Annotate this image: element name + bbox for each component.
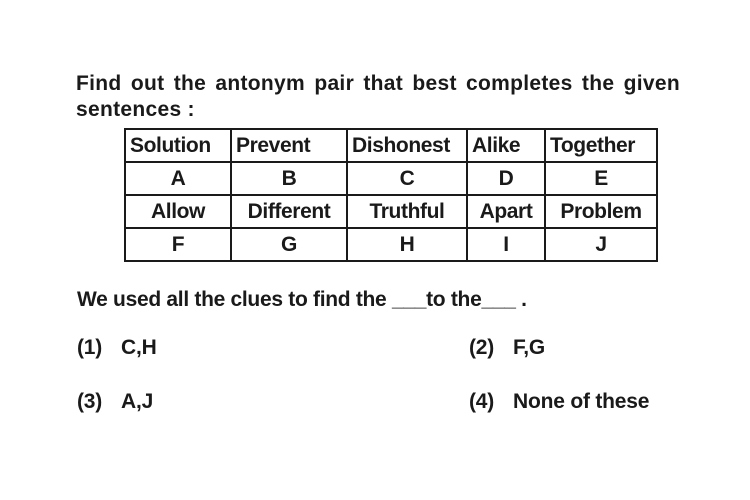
table-cell: C bbox=[347, 162, 467, 195]
table-cell: Allow bbox=[125, 195, 231, 228]
table-cell: B bbox=[231, 162, 347, 195]
table-cell: Problem bbox=[545, 195, 657, 228]
table-cell: H bbox=[347, 228, 467, 261]
question-text bbox=[76, 71, 680, 123]
table-row bbox=[125, 162, 657, 195]
table-row bbox=[125, 228, 657, 261]
table-row bbox=[125, 129, 657, 162]
option-number: (4) bbox=[469, 390, 495, 413]
table-cell: J bbox=[545, 228, 657, 261]
fill-in-sentence: We used all the clues to find the ___to the___ . bbox=[77, 288, 527, 311]
option-4[interactable] bbox=[469, 390, 649, 414]
question-line-1: Find out the antonym pair that best completes the given bbox=[76, 72, 680, 95]
table-row bbox=[125, 195, 657, 228]
table-cell: D bbox=[467, 162, 545, 195]
antonym-word-table bbox=[124, 128, 658, 262]
option-text: A,J bbox=[121, 390, 154, 413]
option-text: C,H bbox=[121, 336, 157, 359]
option-number: (3) bbox=[77, 390, 103, 413]
option-1[interactable] bbox=[77, 336, 157, 360]
table-cell: I bbox=[467, 228, 545, 261]
option-text: F,G bbox=[513, 336, 546, 359]
table-cell: G bbox=[231, 228, 347, 261]
table-cell: Prevent bbox=[231, 129, 347, 162]
table-cell: Solution bbox=[125, 129, 231, 162]
table-cell: E bbox=[545, 162, 657, 195]
table-cell: F bbox=[125, 228, 231, 261]
table-cell: A bbox=[125, 162, 231, 195]
option-3[interactable] bbox=[77, 390, 153, 414]
table-cell: Alike bbox=[467, 129, 545, 162]
question-line-2: sentences : bbox=[76, 98, 195, 121]
table-cell: Apart bbox=[467, 195, 545, 228]
table-cell: Together bbox=[545, 129, 657, 162]
table-cell: Dishonest bbox=[347, 129, 467, 162]
table-cell: Different bbox=[231, 195, 347, 228]
option-text: None of these bbox=[513, 390, 650, 413]
option-number: (2) bbox=[469, 336, 495, 359]
option-number: (1) bbox=[77, 336, 103, 359]
table-cell: Truthful bbox=[347, 195, 467, 228]
option-2[interactable] bbox=[469, 336, 545, 360]
